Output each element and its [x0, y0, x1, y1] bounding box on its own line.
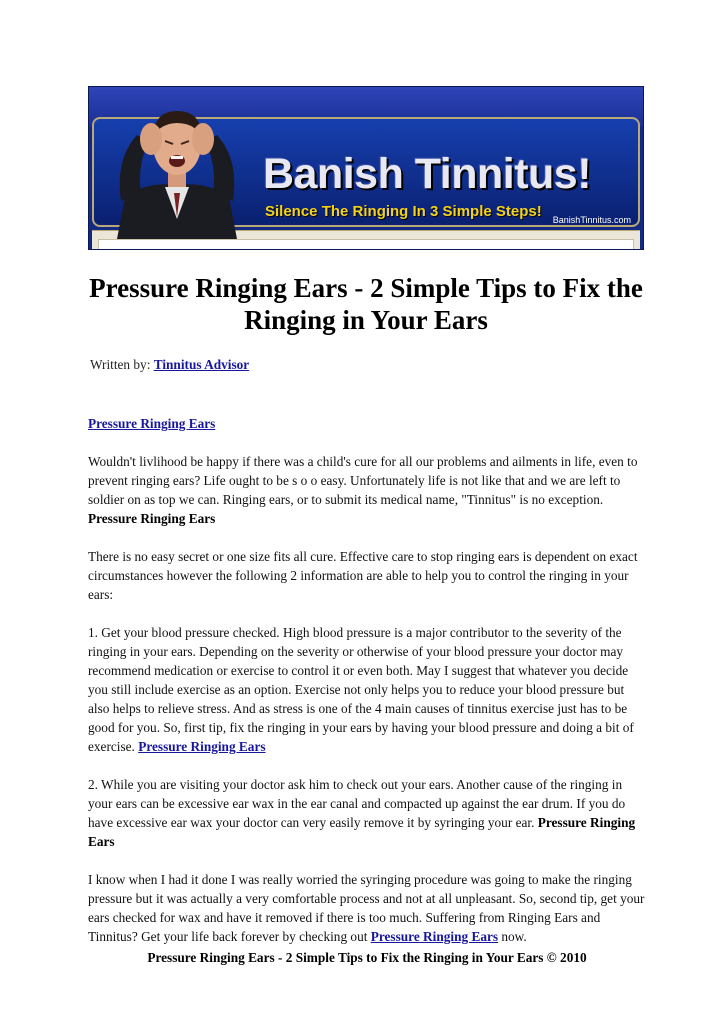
paragraph-5-text: I know when I had it done I was really worried the syringing procedure was going to make the ringing pressure but it was actually a very comfortable process and not at all unpleasant. So, second tip, get your ears checked for wax and have it removed if there is too much. Suffering from Ringing Ears and Tinnitus? Get your life back forever by checking out — [88, 872, 645, 944]
article-body — [88, 414, 646, 965]
stressed-man-icon — [107, 89, 247, 239]
byline-prefix: Written by: — [90, 357, 154, 372]
paragraph-4 — [88, 775, 646, 851]
paragraph-4-bold-keyword: Pressure Ringing Ears — [88, 815, 636, 849]
paragraph-2 — [88, 547, 646, 604]
header-banner — [88, 86, 644, 250]
paragraph-1-bold-keyword: Pressure Ringing Ears — [88, 511, 216, 526]
paragraph-5-link[interactable]: Pressure Ringing Ears — [370, 929, 499, 944]
paragraph-1 — [88, 452, 646, 528]
paragraph-3-text: 1. Get your blood pressure checked. High blood pressure is a major contributor to the severity of the ringing in your ears. Depending on the severity or otherwise of your blood pressure your doctor may recommend medication or exercise to control it or even both. May I suggest that whatever you decide you still include exercise as an option. Exercise not only helps you to reduce your blood pressure but also helps to relieve stress. And as stress is one of the 4 main causes of tinnitus exercise just has to be good for you. So, first tip, fix the ringing in your ears by having your blood pressure and doing a bit of exercise. — [88, 625, 634, 754]
paragraph-1-text: Wouldn't livlihood be happy if there was a child's cure for all our problems and ailments in life, even to prevent ringing ears? Life ought to be s o o easy. Unfortunately life is not like that and we are left to soldier on as top we can. Ringing ears, or to submit its medical name, "Tinnitus" is no exception. — [88, 454, 638, 507]
banner-subtitle: Silence The Ringing In 3 Simple Steps! — [265, 203, 542, 220]
paragraph-5-suffix: now. — [498, 929, 527, 944]
paragraph-3 — [88, 623, 646, 756]
paragraph-3-link[interactable]: Pressure Ringing Ears — [138, 739, 266, 754]
paragraph-5 — [88, 870, 646, 946]
paragraph-4-text: 2. While you are visiting your doctor ask him to check out your ears. Another cause of the ringing in your ears can be excessive ear wax in the ear canal and compacted up against the ear drum. If you do have excessive ear wax your doctor can very easily remove it by syringing your ear. — [88, 777, 626, 830]
byline — [90, 357, 249, 373]
page-footer: Pressure Ringing Ears - 2 Simple Tips to Fix the Ringing in Your Ears © 2010 — [147, 950, 587, 965]
banner-title: Banish Tinnitus! — [263, 150, 592, 198]
author-link[interactable]: Tinnitus Advisor — [153, 357, 250, 372]
banner-site-name: BanishTinnitus.com — [552, 215, 631, 225]
paragraph-2-text: There is no easy secret or one size fits all cure. Effective care to stop ringing ears is dependent on exact circumstances however the following 2 information are able to help you to control the ringing in your ears: — [88, 549, 638, 602]
article-heading — [88, 414, 646, 433]
article-title: Pressure Ringing Ears - 2 Simple Tips to Fix the Ringing in Your Ears — [89, 273, 643, 335]
banner-strip-inner — [98, 239, 634, 250]
heading-link[interactable]: Pressure Ringing Ears — [88, 416, 216, 431]
